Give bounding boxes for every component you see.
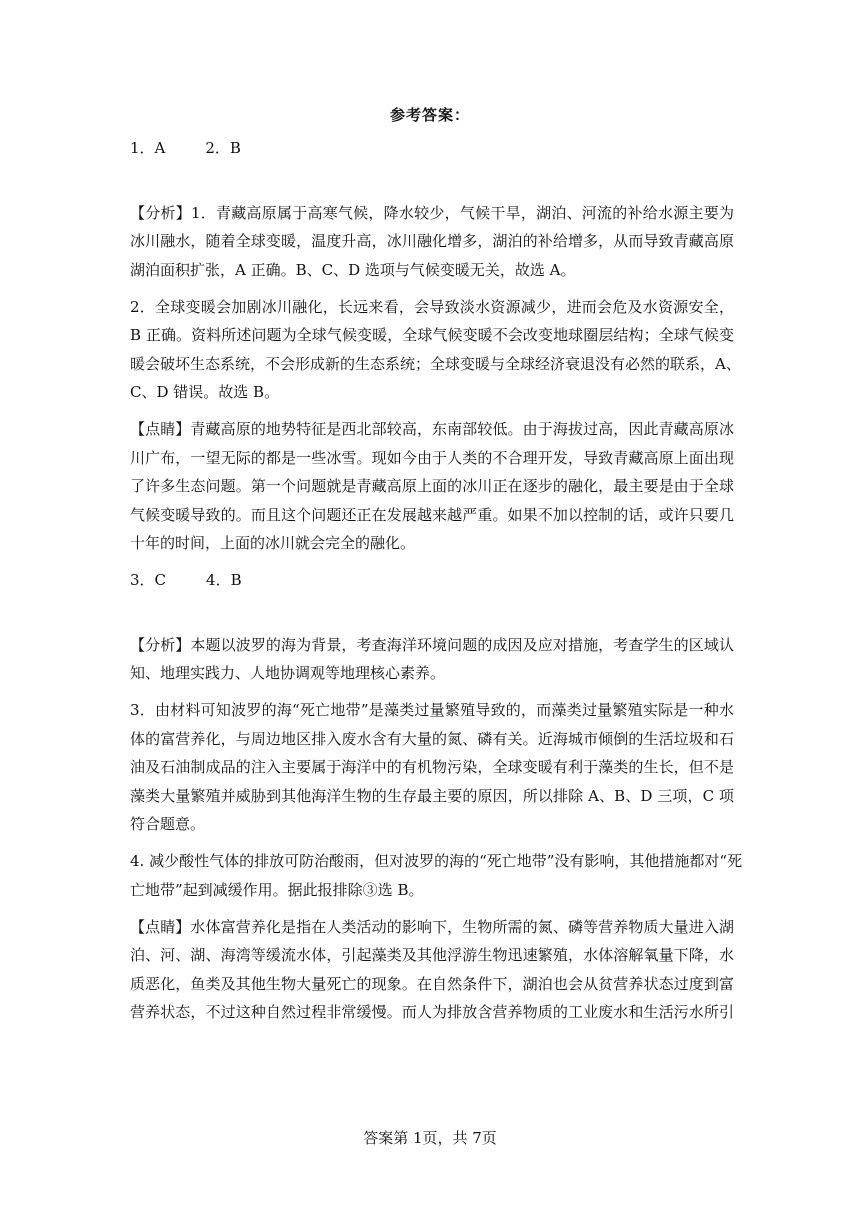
text-line: 泊、河、湖、海湾等缓流水体，引起藻类及其他浮游生物迅速繁殖，水体溶解氧量下降，水 [130, 946, 734, 964]
text-line: 【分析】本题以波罗的海为背景，考查海洋环境问题的成因及应对措施，考查学生的区域认 [130, 635, 734, 654]
answer-row-3-4 [130, 566, 734, 595]
text-line: 川广布，一望无际的都是一些冰雪。现如今由于人类的不合理开发，导致青藏高原上面出现 [130, 448, 734, 467]
text-line: B 正确。资料所述问题为全球气候变暖，全球气候变暖不会改变地球圈层结构；全球气候变 [130, 326, 734, 344]
text-line: 亡地带”起到减缓作用。据此报排除③选 B。 [130, 880, 424, 899]
text-line: 3．由材料可知波罗的海“死亡地带”是藻类过量繁殖导致的，而藻类过量繁殖实际是一种水 [130, 701, 734, 719]
answer-4: 4．B [206, 571, 242, 589]
commentary-paragraph-2 [130, 913, 734, 1027]
text-line: 营养状态，不过这种自然过程非常缓慢。而人为排放含营养物质的工业废水和生活污水所引 [130, 1003, 734, 1021]
answer-1: 1．A [130, 139, 166, 157]
analysis-paragraph-2 [130, 293, 741, 407]
text-line: 【点睛】青藏高原的地势特征是西北部较高，东南部较低。由于海拔过高，因此青藏高原冰 [130, 420, 734, 438]
text-line: 暖会破坏生态系统，不会形成新的生态系统；全球变暖与全球经济衰退没有必然的联系，A、 [130, 354, 741, 373]
analysis-paragraph-5 [130, 847, 743, 904]
text-line: 了许多生态问题。第一个问题就是青藏高原上面的冰川正在逐步的融化，最主要是由于全球 [130, 477, 734, 495]
text-line: 质恶化，鱼类及其他生物大量死亡的现象。在自然条件下，湖泊也会从贫营养状态过度到富 [130, 974, 734, 993]
answer-3: 3．C [130, 571, 167, 589]
page-title: 参考答案： [389, 106, 470, 124]
text-line: 油及石油制成品的注入主要属于海洋中的有机物污染，全球变暖有利于藻类的生长，但不是 [130, 758, 734, 776]
analysis-paragraph-3 [130, 631, 734, 688]
text-line: 4. 减少酸性气体的排放可防治酸雨，但对波罗的海的“死亡地带”没有影响，其他措施都对“死 [130, 852, 743, 870]
text-line: 十年的时间，上面的冰川就会完全的融化。 [130, 534, 416, 552]
answer-content [130, 134, 743, 1027]
text-line: 【点睛】水体富营养化是指在人类活动的影响下，生物所需的氮、磷等营养物质大量进入湖 [130, 917, 734, 936]
commentary-paragraph-1 [130, 415, 734, 558]
text-line: 气候变暖导致的。而且这个问题还正在发展越来越严重。如果不加以控制的话，或许只要几 [130, 505, 734, 524]
text-line: 藻类大量繁殖并威胁到其他海洋生物的生存最主要的原因，所以排除 A、B、D 三项，C 项 [130, 786, 734, 805]
text-line: C、D 错误。故选 B。 [130, 383, 280, 401]
text-line: 【分析】1．青藏高原属于高寒气候，降水较少，气候干旱，湖泊、河流的补给水源主要为 [130, 203, 734, 222]
text-line: 体的富营养化，与周边地区排入废水含有大量的氮、磷有关。近海城市倾倒的生活垃圾和石 [130, 729, 734, 748]
answer-row-1-2 [130, 134, 734, 163]
analysis-paragraph-1 [130, 199, 734, 285]
text-line: 2．全球变暖会加剧冰川融化，长远来看，会导致淡水资源减少，进而会危及水资源安全， [130, 297, 734, 316]
text-line: 知、地理实践力、人地协调观等地理核心素养。 [130, 664, 446, 682]
text-line: 符合题意。 [130, 815, 206, 833]
text-line: 冰川融水，随着全球变暖，温度升高，冰川融化增多，湖泊的补给增多，从而导致青藏高原 [130, 232, 734, 250]
analysis-paragraph-4 [130, 696, 734, 839]
text-line: 湖泊面积扩张，A 正确。B、C、D 选项与气候变暖无关，故选 A。 [130, 260, 576, 279]
page-footer: 答案第 1页，共 7页 [363, 1129, 497, 1147]
answer-2: 2．B [205, 139, 241, 157]
